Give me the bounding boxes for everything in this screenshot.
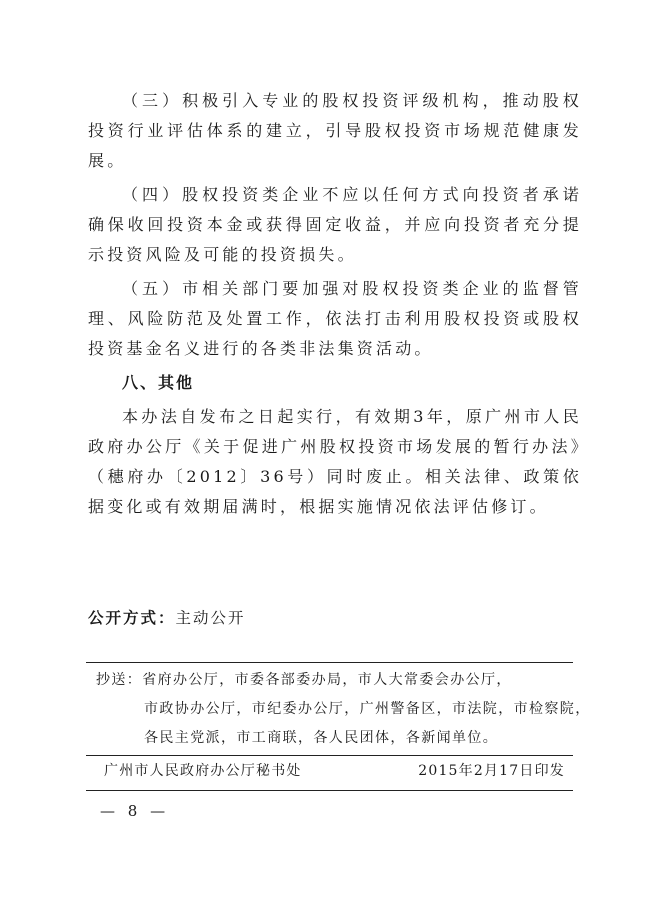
page-number: — 8 — bbox=[100, 802, 170, 820]
cc-line-1 bbox=[96, 666, 566, 695]
section-heading-other: 八、其他 bbox=[122, 373, 195, 392]
disclosure-label: 公开方式： bbox=[88, 609, 176, 627]
cc-recipients-3: 各民主党派，市工商联，各人民团体，各新闻单位。 bbox=[144, 730, 499, 746]
paragraph-item-3: （三）积极引入专业的股权投资评级机构，推动股权投资行业评估体系的建立，引导股权投资市场规范健康发展。 bbox=[88, 91, 582, 170]
document-body bbox=[88, 86, 582, 526]
disclosure-value: 主动公开 bbox=[175, 609, 246, 627]
divider-bottom bbox=[86, 790, 573, 791]
paragraph-item-4: （四）股权投资类企业不应以任何方式向投资者承诺确保收回投资本金或获得固定收益，并应向投资者充分提示投资风险及可能的投资损失。 bbox=[88, 185, 582, 264]
paragraph-item-5: （五）市相关部门要加强对股权投资类企业的监督管理、风险防范及处置工作，依法打击利用股权投资或股权投资基金名义进行的各类非法集资活动。 bbox=[88, 279, 582, 358]
disclosure-method bbox=[88, 606, 246, 628]
cc-label: 抄送： bbox=[96, 672, 143, 688]
divider-middle bbox=[86, 755, 573, 756]
paragraph-effective-date: 本办法自发布之日起实行，有效期3年，原广州市人民政府办公厅《关于促进广州股权投资市场发展的暂行办法》（穗府办〔2012〕36号）同时废止。相关法律、政策依据变化或有效期届满时，根据实施情况依法评估修订。 bbox=[88, 407, 582, 516]
issuing-office: 广州市人民政府办公厅秘书处 bbox=[104, 763, 302, 779]
issue-date: 2015年2月17日印发 bbox=[418, 763, 565, 779]
cc-recipients-1: 省府办公厅，市委各部委办局，市人大常委会办公厅， bbox=[142, 672, 512, 688]
cc-recipients-2: 市政协办公厅，市纪委办公厅，广州警备区，市法院，市检察院， bbox=[144, 701, 591, 717]
divider-top bbox=[86, 662, 573, 663]
cc-list bbox=[96, 666, 591, 753]
